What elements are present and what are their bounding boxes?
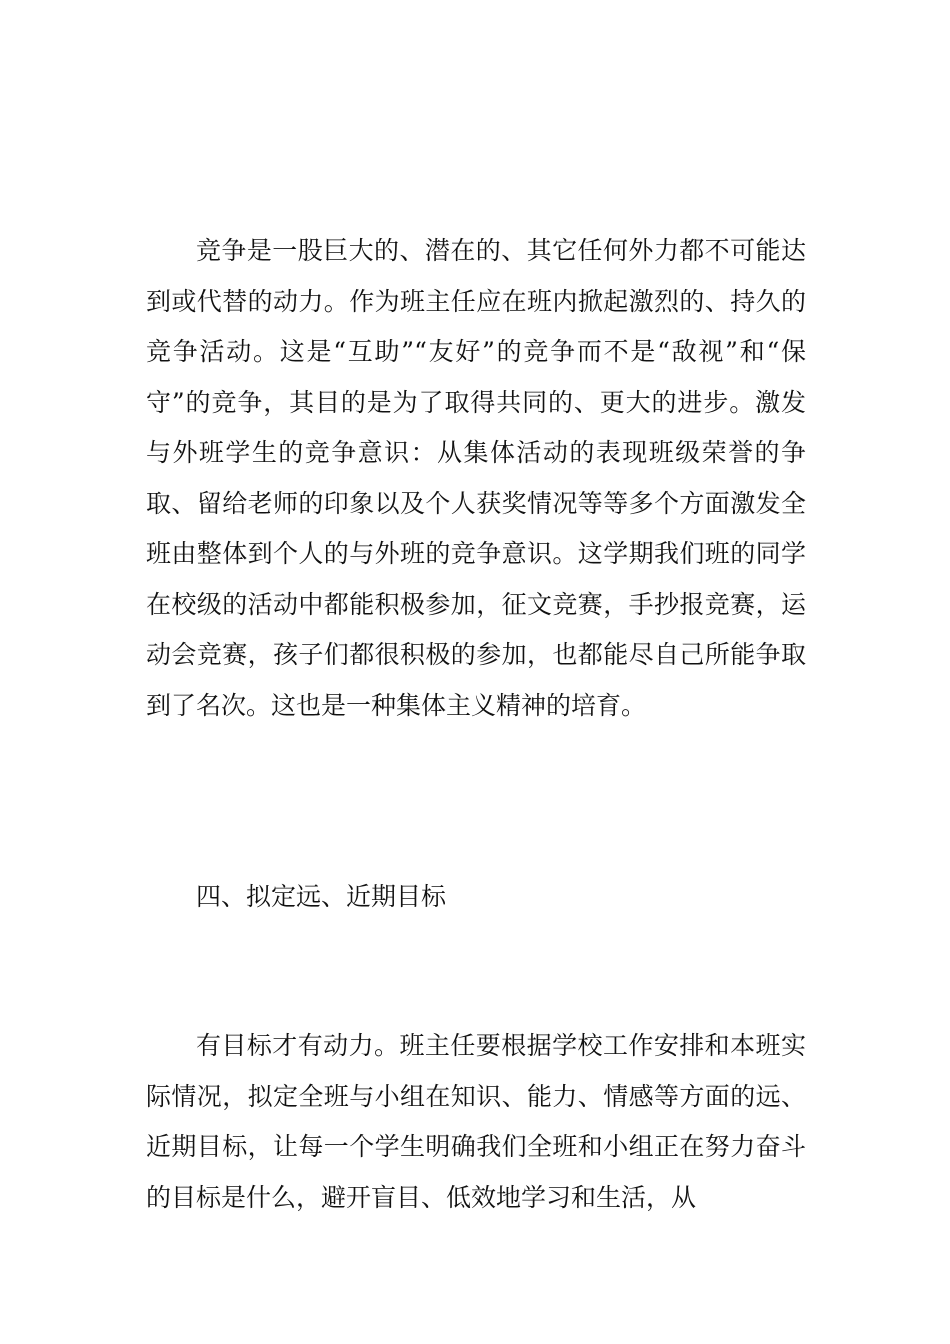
- section-heading: 四、拟定远、近期目标: [196, 882, 447, 911]
- paragraph-goals: 有目标才有动力。班主任要根据学校工作安排和本班实际情况，拟定全班与小组在知识、能力、情感等方面的远、近期目标，让每一个学生明确我们全班和小组正在努力奋斗的目标是什么，避开盲目、低效地学习和生活，从: [146, 1031, 806, 1212]
- paragraph-competition: 竞争是一股巨大的、潜在的、其它任何外力都不可能达到或代替的动力。作为班主任应在班内掀起激烈的、持久的竞争活动。这是“互助”“友好”的竞争而不是“敌视”和“保守”的竞争，其目的是为了取得共同的、更大的进步。激发与外班学生的竞争意识：从集体活动的表现班级荣誉的争取、留给老师的印象以及个人获奖情况等等多个方面激发全班由整体到个人的与外班的竞争意识。这学期我们班的同学在校级的活动中都能积极参加，征文竞赛，手抄报竞赛，运动会竞赛，孩子们都很积极的参加，也都能尽自己所能争取到了名次。这也是一种集体主义精神的培育。: [146, 236, 806, 720]
